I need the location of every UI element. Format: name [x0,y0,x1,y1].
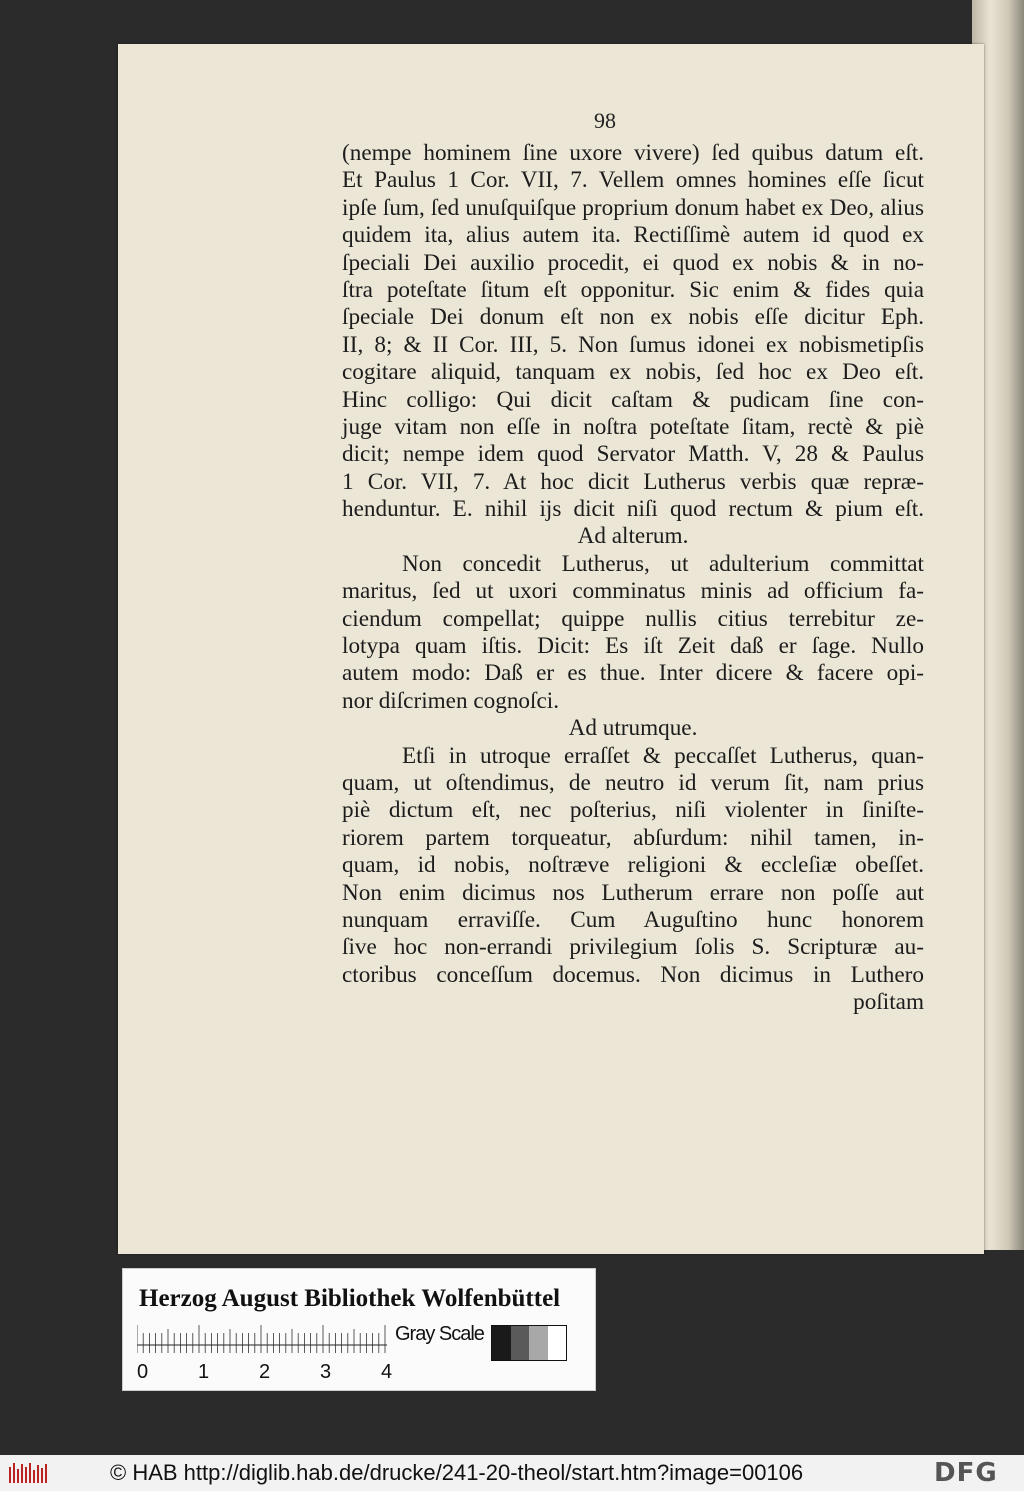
text-line: (nempe hominem ſine uxore vivere) ſed quibus datum eſt. [342,140,924,166]
gray-swatch [529,1326,548,1360]
text-line: Hinc colligo: Qui dicit caſtam & pudicam ſine con- [342,386,924,413]
text-line: Non enim dicimus nos Lutherum errare non poſſe aut [342,879,924,906]
ruler-number: 3 [320,1361,332,1383]
text-line: ipſe ſum, ſed unuſquiſque proprium donum habet ex Deo, alius [342,194,924,221]
text-line: quidem ita, alius autem ita. Rectiſſimè autem id quod ex [342,222,924,249]
ruler-number: 2 [259,1361,271,1383]
text-line: Ad alterum. [577,523,689,550]
text-line: henduntur. E. nihil ijs dicit niſi quod rectum & pium eſt. [342,496,924,523]
page-text [342,140,924,1017]
text-line: ſive hoc non-errandi privilegium ſolis S. Scripturæ au- [342,934,924,961]
ruler-numbers [137,1361,397,1383]
text-line: quam, ut oſtendimus, de neutro id verum ſit, nam prius [342,769,924,796]
grayscale-label: Gray Scale [395,1323,484,1345]
ruler-number: 1 [198,1361,210,1383]
text-line: lotypa quam iſtis. Dicit: Es iſt Zeit daß er ſage. Nullo [342,633,924,660]
text-line: ſpeciale Dei donum eſt non ex nobis eſſe dicitur Eph. [342,304,924,331]
text-line: nunquam erraviſſe. Cum Auguſtino hunc honorem [342,906,924,933]
text-line: ſpeciali Dei auxilio procedit, ei quod ex nobis & in no- [342,249,924,276]
ruler [137,1325,397,1357]
library-color-card [122,1268,596,1391]
grayscale-swatches [491,1325,567,1361]
text-line: piè dictum eſt, nec poſterius, niſi violenter in ſiniſte- [342,797,924,824]
text-line: poſitam [853,989,924,1016]
text-line: cogitare aliquid, tanquam ex nobis, ſed hoc ex Deo eſt. [342,359,924,386]
ruler-number: 4 [381,1361,393,1383]
text-line: Et Paulus 1 Cor. VII, 7. Vellem omnes homines eſſe ſicut [342,167,924,194]
text-line: quam, id nobis, noſtræve religioni & eccleſiæ obeſſet. [342,852,924,879]
text-line: ciendum compellat; quippe nullis citius terrebitur ze- [342,605,924,632]
dfg-logo: DFG [934,1458,998,1488]
footer-bar [0,1455,1024,1491]
text-line: maritus, ſed ut uxori comminatus minis ad officium fa- [342,578,924,605]
text-line: riorem partem torqueatur, abſurdum: nihil tamen, in- [342,824,924,851]
text-line: 1 Cor. VII, 7. At hoc dicit Lutherus verbis quæ repræ- [342,468,924,495]
gray-swatch [492,1326,511,1360]
text-line: juge vitam non eſſe in noſtra poteſtate ſitam, rectè & piè [342,413,924,440]
gray-swatch [511,1326,530,1360]
text-line: ctoribus conceſſum docemus. Non dicimus in Luthero [342,961,924,988]
text-line: dicit; nempe idem quod Servator Matth. V, 28 & Paulus [342,441,924,468]
text-line: ſtra poteſtate ſitum eſt opponitur. Sic enim & fides quia [342,276,924,303]
gray-swatch [548,1326,567,1360]
ruler-number: 0 [137,1361,149,1383]
footer-url-text[interactable]: © HAB http://diglib.hab.de/drucke/241-20-theol/start.htm?image=00106 [110,1460,804,1485]
text-line: Non concedit Lutherus, ut adulterium committat [402,550,924,577]
text-line: II, 8; & II Cor. III, 5. Non ſumus idonei ex nobismetipſis [342,331,924,358]
barcode-logo-icon [8,1461,48,1485]
library-name: Herzog August Bibliothek Wolfenbüttel [139,1285,561,1312]
text-line: autem modo: Daß er es thue. Inter dicere & facere opi- [342,660,924,687]
text-line: nor diſcrimen cognoſci. [342,687,559,714]
text-line: Etſi in utroque erraſſet & peccaſſet Lutherus, quan- [402,742,924,769]
page-number: 98 [594,108,616,133]
text-line: Ad utrumque. [568,715,698,742]
